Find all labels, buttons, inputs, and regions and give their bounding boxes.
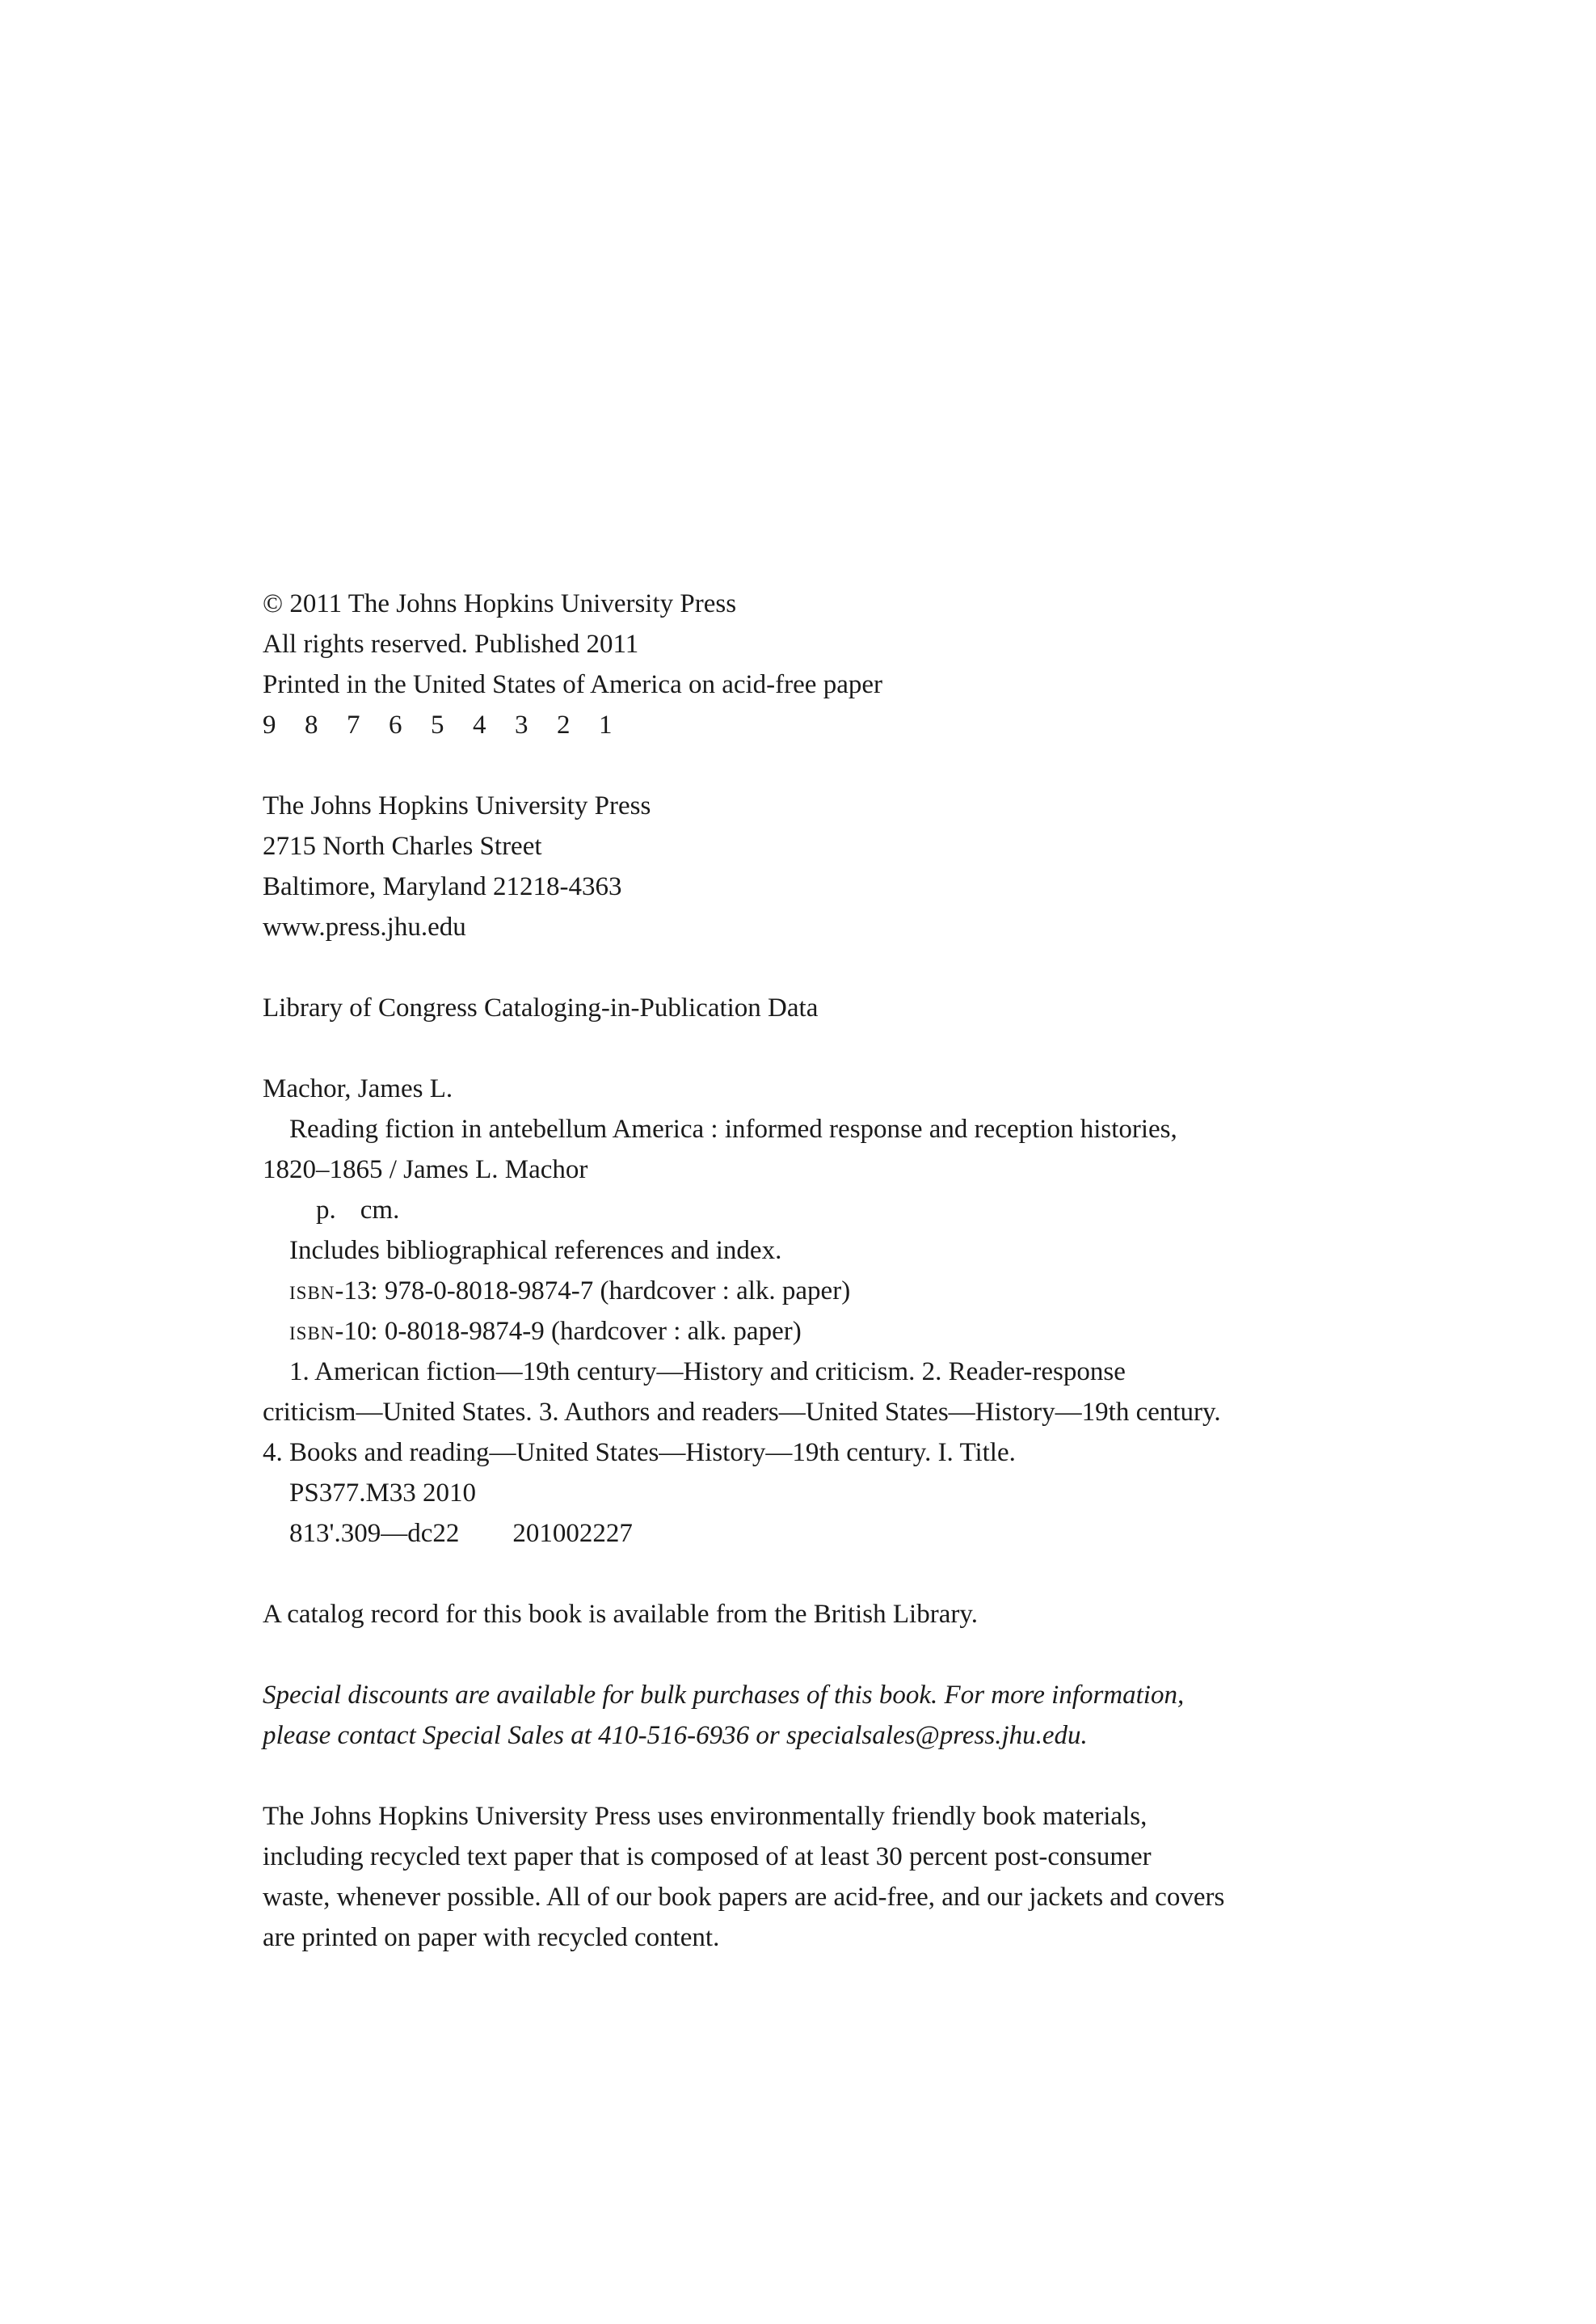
british-library-note: A catalog record for this book is available from the British Library.: [263, 1600, 978, 1629]
printing-number: 1: [599, 711, 613, 740]
cip-title-continued: 1820–1865 / James L. Machor: [263, 1155, 588, 1184]
cip-physical-description: [263, 1190, 1329, 1230]
cip-subjects-continued: criticism—United States. 3. Authors and readers—United States—History—19th century.: [263, 1398, 1221, 1427]
isbn-label: isbn: [289, 1317, 335, 1346]
isbn-label: isbn: [289, 1276, 335, 1305]
publisher-city: Baltimore, Maryland 21218-4363: [263, 872, 622, 901]
environmental-line: waste, whenever possible. All of our book papers are acid-free, and our jackets and covers: [263, 1883, 1225, 1912]
cip-subjects-continued: 4. Books and reading—United States—History—19th century. I. Title.: [263, 1438, 1016, 1467]
cip-record: [263, 1069, 1329, 1554]
publisher-street: 2715 North Charles Street: [263, 832, 542, 861]
spacer: [263, 1554, 1329, 1594]
rights-statement: All rights reserved. Published 2011: [263, 630, 639, 659]
cip-isbn13: [263, 1271, 1329, 1311]
printing-statement: Printed in the United States of America on acid-free paper: [263, 670, 882, 699]
cip-subjects: 1. American fiction—19th century—History and criticism. 2. Reader-response: [289, 1357, 1126, 1386]
spacer: [263, 947, 1329, 988]
printing-number: 8: [305, 711, 318, 740]
special-sales-note: [263, 1675, 1329, 1756]
printing-number: 3: [515, 711, 528, 740]
cip-heading: Library of Congress Cataloging-in-Publication Data: [263, 993, 819, 1023]
cip-call-number: PS377.M33 2010: [289, 1478, 477, 1508]
isbn10-value: -10: 0-8018-9874-9 (hardcover : alk. paper): [335, 1317, 802, 1346]
printing-number: 5: [431, 711, 444, 740]
cip-dewey: 813'.309—dc22: [289, 1519, 460, 1548]
special-sales-line: Special discounts are available for bulk purchases of this book. For more information,: [263, 1681, 1185, 1710]
spacer: [263, 1634, 1329, 1675]
environmental-line: are printed on paper with recycled content.: [263, 1923, 720, 1952]
copyright-block: [263, 584, 1329, 745]
cip-notes: Includes bibliographical references and index.: [289, 1236, 782, 1265]
environmental-note: [263, 1796, 1329, 1958]
copyright-page: [263, 584, 1329, 1958]
printing-number: 9: [263, 711, 276, 740]
spacer: [263, 1756, 1329, 1796]
cip-pages: p.: [316, 1196, 336, 1225]
printing-numbers: [263, 705, 1329, 745]
spacer: [263, 1028, 1329, 1069]
special-sales-line: please contact Special Sales at 410-516-6936 or specialsales@press.jhu.edu.: [263, 1721, 1088, 1750]
printing-number: 6: [389, 711, 402, 740]
publisher-address: [263, 786, 1329, 947]
cip-author: Machor, James L.: [263, 1074, 453, 1103]
publisher-name: The Johns Hopkins University Press: [263, 791, 651, 820]
copyright-notice: © 2011 The Johns Hopkins University Press: [263, 589, 737, 618]
printing-number: 2: [557, 711, 571, 740]
cip-cm: cm.: [360, 1196, 400, 1225]
cip-title: Reading fiction in antebellum America : informed response and reception histories,: [289, 1115, 1177, 1144]
cip-classification: [263, 1513, 1329, 1554]
publisher-website: www.press.jhu.edu: [263, 913, 466, 942]
isbn13-value: -13: 978-0-8018-9874-7 (hardcover : alk. paper): [335, 1276, 851, 1305]
environmental-line: The Johns Hopkins University Press uses environmentally friendly book materials,: [263, 1802, 1148, 1831]
cip-isbn10: [263, 1311, 1329, 1352]
environmental-line: including recycled text paper that is composed of at least 30 percent post-consumer: [263, 1842, 1152, 1871]
printing-number: 7: [347, 711, 360, 740]
spacer: [263, 745, 1329, 786]
printing-number: 4: [473, 711, 486, 740]
cip-lccn: 201002227: [512, 1519, 633, 1548]
